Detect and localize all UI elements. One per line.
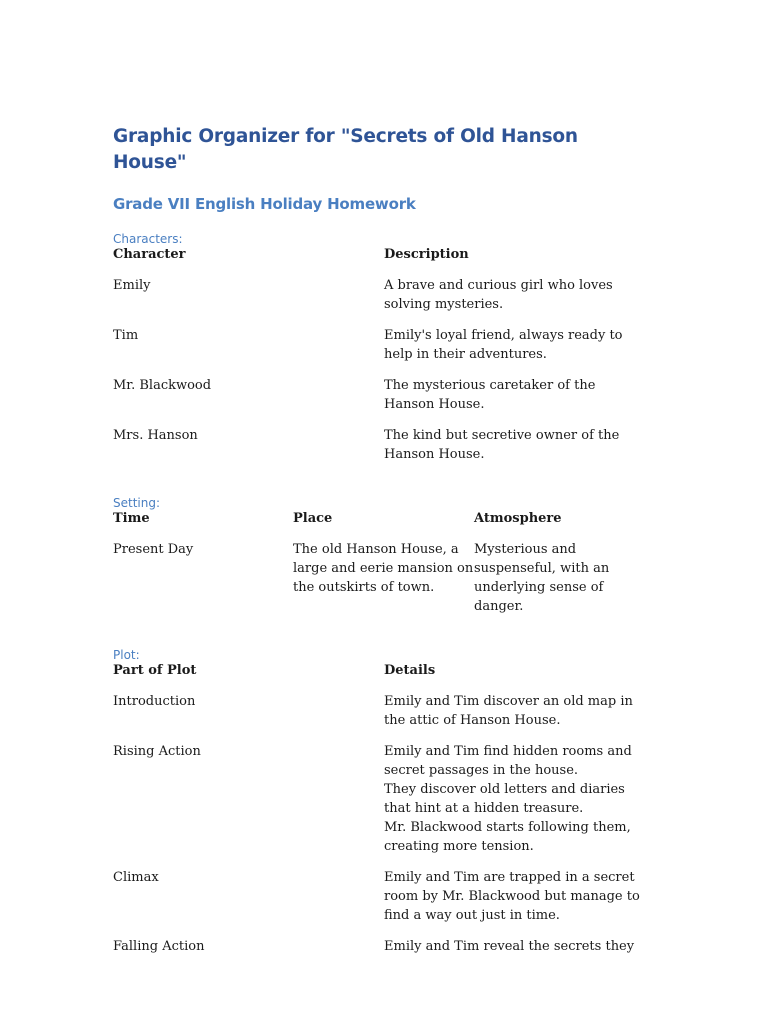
plot-part: Climax [113,870,159,885]
details-column-header: Details [384,663,436,678]
plot-section [113,647,648,968]
plot-details [384,937,648,968]
table-row [113,326,648,376]
characters-heading: Characters: [113,232,183,246]
table-row [113,742,648,868]
plot-part: Rising Action [113,744,201,759]
part-of-plot-column-header: Part of Plot [113,663,197,678]
characters-section [113,231,648,476]
table-header-row [113,663,648,692]
setting-heading: Setting: [113,496,161,510]
setting-atmosphere: Mysterious and suspenseful, with an underlying sense of danger. [474,542,610,614]
atmosphere-column-header: Atmosphere [474,511,562,526]
table-row [113,276,648,326]
setting-table [113,511,648,628]
character-description: A brave and curious girl who loves solving mysteries. [384,278,613,312]
table-row [113,937,648,968]
plot-detail-line: Mr. Blackwood starts following them, creating more tension. [384,820,631,854]
setting-section [113,495,648,628]
time-column-header: Time [113,511,150,526]
table-header-row [113,247,648,276]
plot-details [384,868,648,937]
setting-place: The old Hanson House, a large and eerie mansion on the outskirts of town. [293,542,474,595]
setting-time: Present Day [113,542,194,557]
character-name: Mrs. Hanson [113,428,198,443]
character-description: The kind but secretive owner of the Hanson House. [384,428,620,462]
table-row [113,426,648,476]
table-row [113,540,648,628]
document-subtitle: Grade VII English Holiday Homework [113,195,416,213]
plot-heading: Plot: [113,648,140,662]
character-description: Emily's loyal friend, always ready to help in their adventures. [384,328,623,362]
plot-detail-line: Emily and Tim find hidden rooms and secret passages in the house. [384,744,632,778]
plot-table [113,663,648,968]
table-header-row [113,511,648,540]
character-name: Tim [113,328,139,343]
document-page [113,124,648,968]
character-name: Emily [113,278,151,293]
description-column-header: Description [384,247,469,262]
table-row [113,868,648,937]
plot-detail-line: Emily and Tim discover an old map in the attic of Hanson House. [384,694,633,728]
table-row [113,376,648,426]
place-column-header: Place [293,511,333,526]
plot-details [384,742,648,868]
characters-table [113,247,648,476]
plot-part: Introduction [113,694,196,709]
character-description: The mysterious caretaker of the Hanson House. [384,378,596,412]
character-column-header: Character [113,247,186,262]
character-name: Mr. Blackwood [113,378,212,393]
table-row [113,692,648,742]
plot-detail-line: They discover old letters and diaries that hint at a hidden treasure. [384,782,625,816]
plot-detail-line: Emily and Tim reveal the secrets they [384,939,635,954]
plot-details [384,692,648,742]
plot-detail-line: Emily and Tim are trapped in a secret room by Mr. Blackwood but manage to find a way out just in time. [384,870,640,923]
plot-part: Falling Action [113,939,205,954]
document-title: Graphic Organizer for "Secrets of Old Hanson House" [113,126,578,173]
